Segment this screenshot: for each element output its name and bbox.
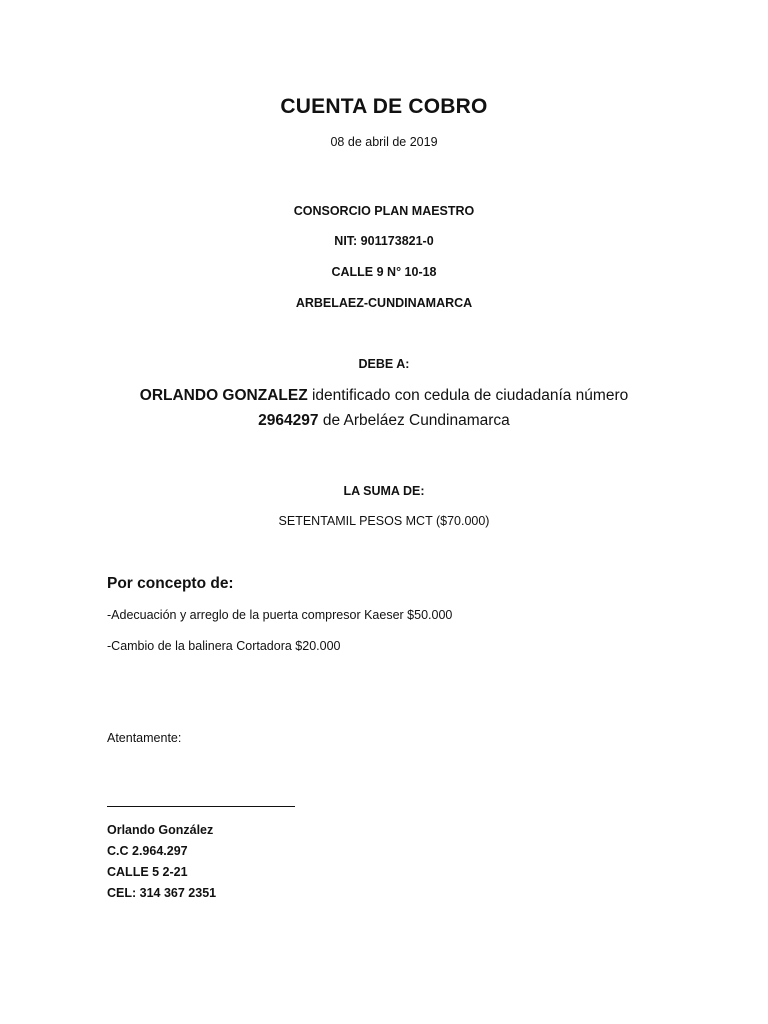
signatory-phone: CEL: 314 367 2351 <box>107 886 217 900</box>
document-date: 08 de abril de 2019 <box>330 135 438 149</box>
creditor-id-number: 2964297 <box>258 412 319 429</box>
closing-salutation: Atentamente: <box>107 731 182 745</box>
identification-text-2: de Arbeláez Cundinamarca <box>318 412 510 429</box>
document-title: CUENTA DE COBRO <box>280 95 488 118</box>
concept-heading: Por concepto de: <box>107 575 234 592</box>
recipient-address: CALLE 9 N° 10-18 <box>331 265 437 279</box>
identification-line-2 <box>0 412 768 430</box>
amount-label: LA SUMA DE: <box>343 484 425 498</box>
debe-a-label: DEBE A: <box>358 357 410 371</box>
concept-item: -Adecuación y arreglo de la puerta compresor Kaeser $50.000 <box>107 608 453 622</box>
creditor-name: ORLANDO GONZALEZ <box>139 387 308 404</box>
signature-line <box>107 806 295 807</box>
recipient-city: ARBELAEZ-CUNDINAMARCA <box>295 296 473 310</box>
recipient-nit: NIT: 901173821-0 <box>334 234 434 248</box>
identification-text-1: identificado con cedula de ciudadanía número <box>307 387 629 404</box>
signatory-name: Orlando González <box>107 823 214 837</box>
signatory-cc: C.C 2.964.297 <box>107 844 188 858</box>
concept-item: -Cambio de la balinera Cortadora $20.000 <box>107 639 341 653</box>
amount-value: SETENTAMIL PESOS MCT ($70.000) <box>278 514 490 528</box>
signatory-address: CALLE 5 2-21 <box>107 865 188 879</box>
recipient-name: CONSORCIO PLAN MAESTRO <box>293 204 475 218</box>
identification-line-1 <box>0 387 768 405</box>
